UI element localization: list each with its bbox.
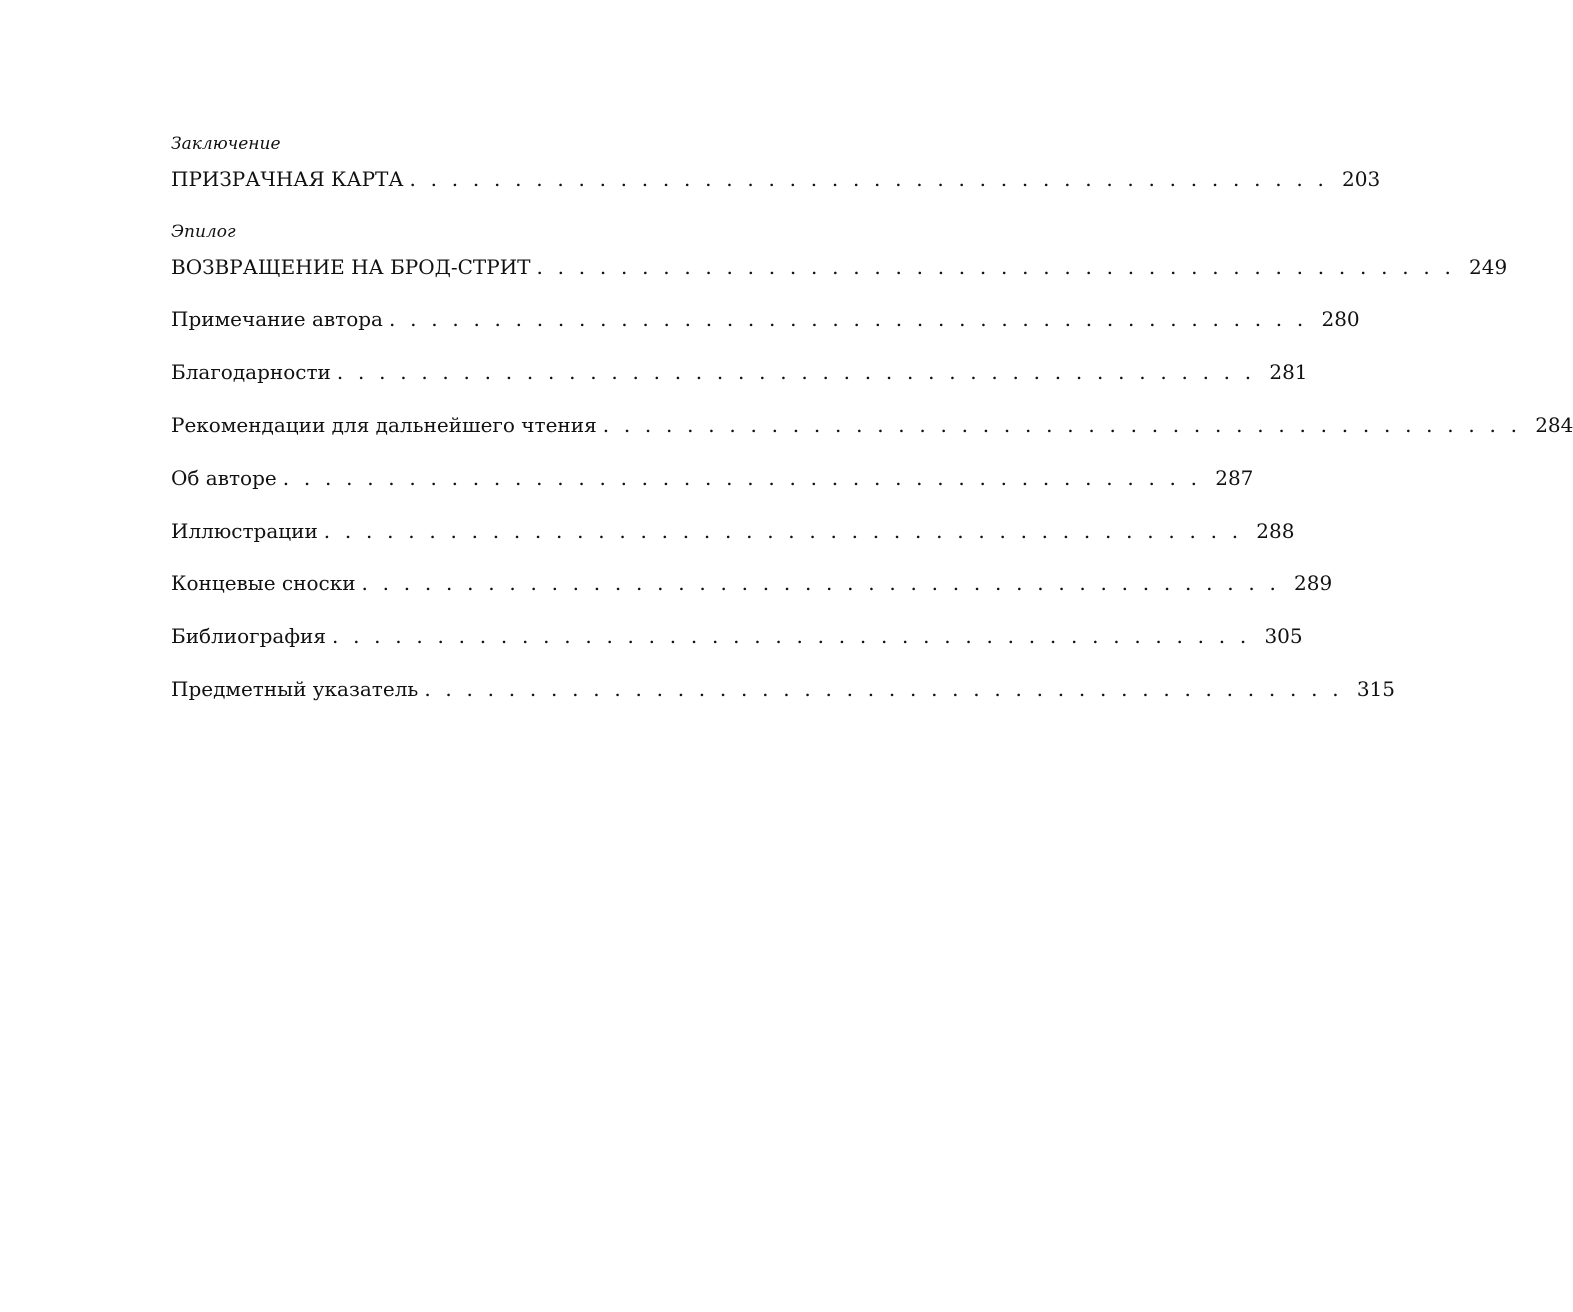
toc-entry-title: Концевые сноски [171, 571, 356, 595]
toc-entry-page: 203 [1342, 167, 1381, 191]
toc-entry-title: Благодарности [171, 360, 331, 384]
dot-leader: . . . . . . . . . . . . . . . . . . . . . . . . . . . . . . . . . . . . . . . . . . . . [323, 519, 1243, 543]
toc-entry-conclusion[interactable] [171, 165, 1381, 193]
toc-entry-acknowledgements[interactable] [171, 358, 1308, 386]
toc-entry-page: 289 [1294, 571, 1333, 595]
toc-entry-epilogue[interactable] [171, 253, 1508, 281]
toc-entry-endnotes[interactable] [171, 569, 1333, 597]
toc-entry-title: Рекомендации для дальнейшего чтения [171, 413, 597, 437]
toc-entry-page: 284 [1535, 413, 1573, 437]
dot-leader: . . . . . . . . . . . . . . . . . . . . . . . . . . . . . . . . . . . . . . . . . . . . [424, 677, 1343, 701]
toc-entry-title: Иллюстрации [171, 519, 318, 543]
toc-entry-page: 281 [1269, 360, 1308, 384]
toc-entry-title: Об авторе [171, 466, 277, 490]
toc-entry-title: Предметный указатель [171, 677, 419, 701]
section-label-conclusion: Заключение [171, 134, 281, 154]
toc-entry-page: 280 [1321, 307, 1360, 331]
toc-entry-author-note[interactable] [171, 305, 1360, 333]
toc-entry-title: Примечание автора [171, 307, 383, 331]
toc-entry-title: ПРИЗРАЧНАЯ КАРТА [171, 167, 404, 191]
toc-entry-page: 305 [1264, 624, 1303, 648]
toc-entry-title: ВОЗВРАЩЕНИЕ НА БРОД-СТРИТ [171, 255, 531, 279]
dot-leader: . . . . . . . . . . . . . . . . . . . . . . . . . . . . . . . . . . . . . . . . . . . . [388, 307, 1308, 331]
dot-leader: . . . . . . . . . . . . . . . . . . . . . . . . . . . . . . . . . . . . . . . . . . . . [602, 413, 1522, 437]
dot-leader: . . . . . . . . . . . . . . . . . . . . . . . . . . . . . . . . . . . . . . . . . . . . [361, 571, 1281, 595]
dot-leader: . . . . . . . . . . . . . . . . . . . . . . . . . . . . . . . . . . . . . . . . . . . . [536, 255, 1456, 279]
toc-entry-page: 249 [1469, 255, 1508, 279]
section-label-epilogue: Эпилог [171, 222, 236, 242]
toc-entry-bibliography[interactable] [171, 622, 1303, 650]
toc-entry-title: Библиография [171, 624, 326, 648]
toc-entry-page: 287 [1215, 466, 1254, 490]
toc-entry-about-author[interactable] [171, 464, 1254, 492]
dot-leader: . . . . . . . . . . . . . . . . . . . . . . . . . . . . . . . . . . . . . . . . . . . . [409, 167, 1329, 191]
dot-leader: . . . . . . . . . . . . . . . . . . . . . . . . . . . . . . . . . . . . . . . . . . . . [331, 624, 1251, 648]
toc-entry-illustrations[interactable] [171, 517, 1295, 545]
toc-entry-page: 288 [1256, 519, 1295, 543]
dot-leader: . . . . . . . . . . . . . . . . . . . . . . . . . . . . . . . . . . . . . . . . . . . . [282, 466, 1202, 490]
toc-entry-index[interactable] [171, 675, 1395, 703]
dot-leader: . . . . . . . . . . . . . . . . . . . . . . . . . . . . . . . . . . . . . . . . . . . . [336, 360, 1256, 384]
toc-entry-page: 315 [1356, 677, 1395, 701]
toc-entry-further-reading[interactable] [171, 411, 1573, 439]
